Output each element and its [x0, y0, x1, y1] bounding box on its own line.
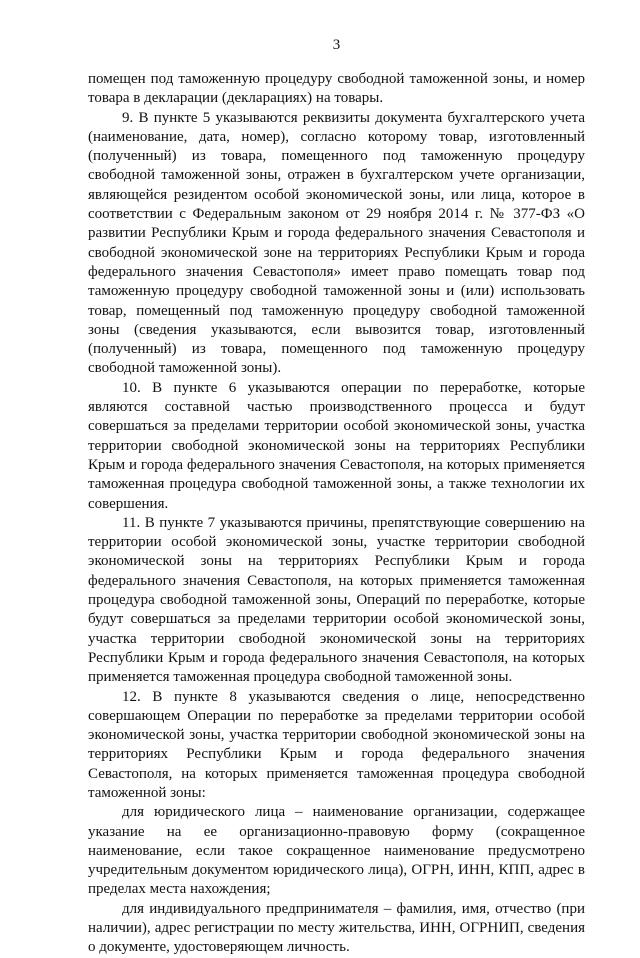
paragraph-legal-entity: для юридического лица – наименование организации, содержащее указание на ее организационно-правовую форму (сокращенное наименование, если такое сокращенное наименование предусмотрено учредительным документом юридического лица), ОГРН, ИНН, КПП, адрес в пределах места нахождения;	[88, 804, 585, 898]
paragraph-item-12: 12. В пункте 8 указываются сведения о лице, непосредственно совершающем Операции по переработке за пределами территории особой экономической зоны, участка территории свободной экономической зоны на территориях Республики Крым и города федерального значения Севастополя, на которых применяется таможенная процедура свободной таможенной зоны:	[88, 688, 585, 801]
page-number: 3	[332, 37, 341, 53]
paragraph-item-10: 10. В пункте 6 указываются операции по переработке, которые являются составной частью производственного процесса и будут совершаться за пределами территории особой экономической зоны, участка территории свободной экономической зоны на территориях Республики Крым и города федерального значения Севастополя, на которых применяется таможенная процедура свободной таможенной зоны, а также технологии их совершения.	[88, 379, 585, 512]
paragraph-item-9: 9. В пункте 5 указываются реквизиты документа бухгалтерского учета (наименование, дата, номер), согласно которому товар, изготовленный (полученный) из товара, помещенного под таможенную процедуру свободной таможенной зоны, отражен в бухгалтерском учете организации, являющейся резидентом особой экономической зоны, или лица, которое в соответствии с Федеральным законом от 29 ноября 2014 г. № 377-ФЗ «О развитии Республики Крым и города федерального значения Севастополя и свободной экономической зоне на территориях Республики Крым и города федерального значения Севастополя» имеет право помещать товар под таможенную процедуру свободной таможенной зоны и (или) использовать товар, помещенный под таможенную процедуру свободной таможенной зоны (сведения указываются, если вывозится товар, изготовленный (полученный) из товара, помещенного под таможенную процедуру свободной таможенной зоны).	[88, 109, 585, 377]
paragraph-continuation: помещен под таможенную процедуру свободной таможенной зоны, и номер товара в декларации (декларациях) на товары.	[88, 71, 585, 107]
paragraph-item-11: 11. В пункте 7 указываются причины, препятствующие совершению на территории особой экономической зоны, участке территории свободной экономической зоны на территориях Республики Крым и города федерального значения Севастополя, на которых применяется таможенная процедура свободной таможенной зоны, Операций по переработке, которые будут совершаться за пределами территории особой экономической зоны, участка территории свободной экономической зоны на территориях Республики Крым и города федерального значения Севастополя, на которых применяется таможенная процедура свободной таможенной зоны.	[88, 514, 585, 686]
paragraph-individual-entrepreneur: для индивидуального предпринимателя – фамилия, имя, отчество (при наличии), адрес регистрации по месту жительства, ИНН, ОГРНИП, сведения о документе, удостоверяющем личность.	[88, 900, 585, 956]
